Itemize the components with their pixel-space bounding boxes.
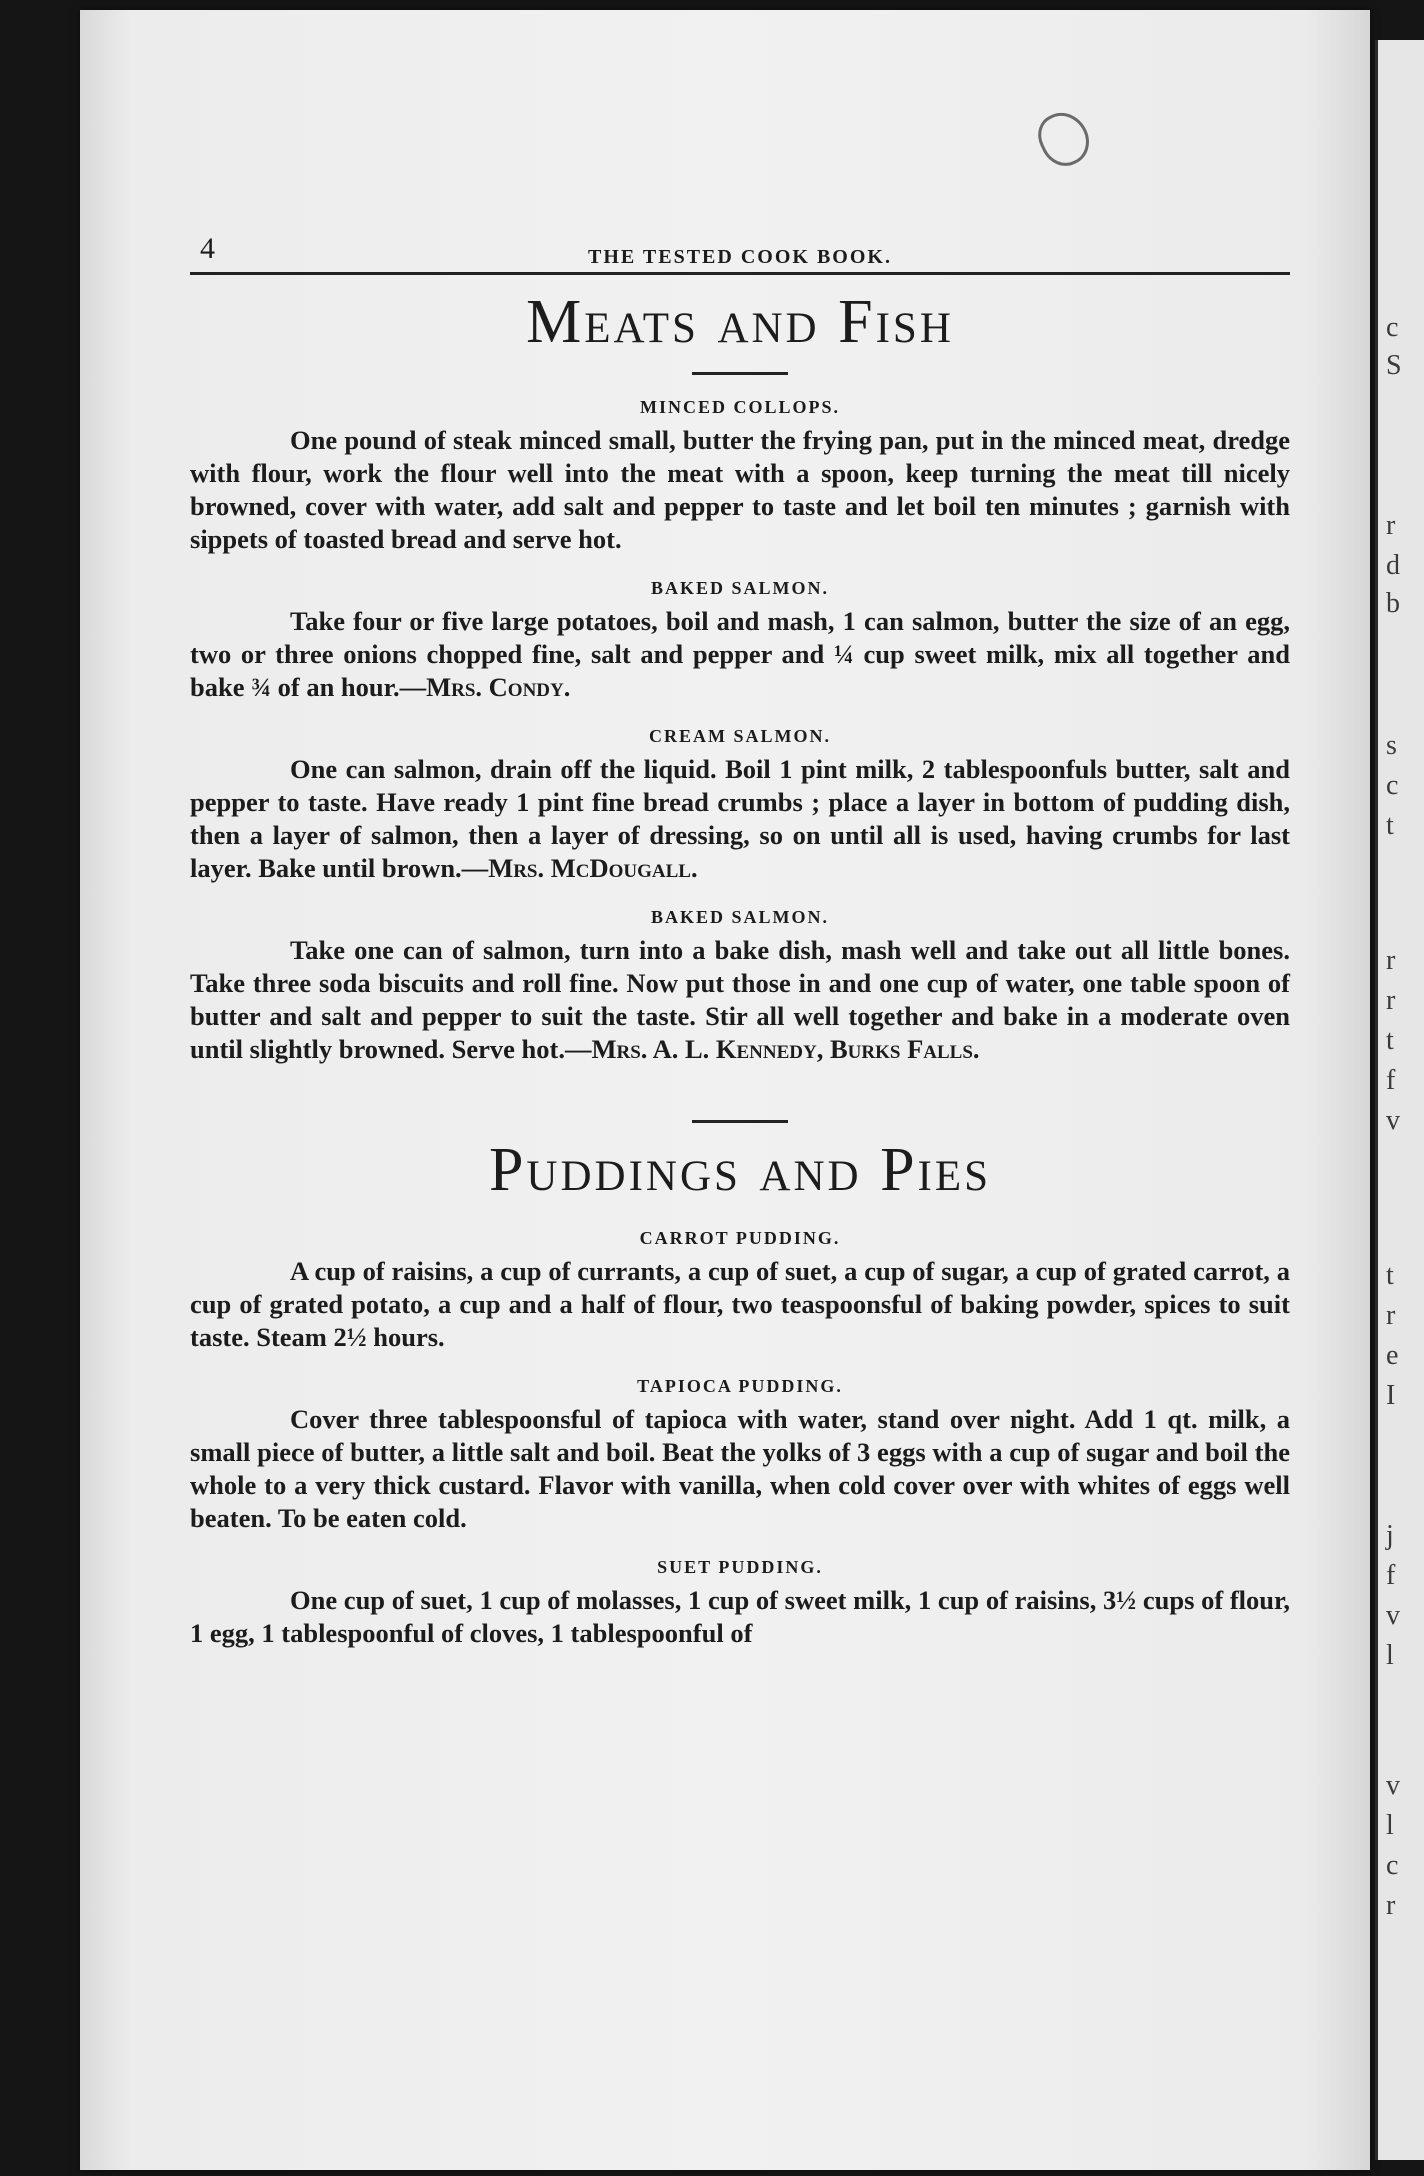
recipe-body: Take one can of salmon, turn into a bake dish, mash well and take out all little bones. Take three soda biscuits and roll fine. Now put those in and one cup of water, one table spoon of butter and salt and pepper to suit the taste. Stir all well together and bake in a moderate oven until slightly browned. Serve hot.—Mrs. A. L. Kennedy, Burks Falls. [190,935,1290,1064]
facing-page-letter: c [1386,770,1399,801]
section-divider [692,1120,788,1123]
facing-page-letter: s [1386,730,1397,761]
facing-page-letter: e [1386,1340,1399,1371]
recipe-author: Mrs. Condy. [426,672,571,702]
recipe-title: MINCED COLLOPS. [639,397,840,417]
recipe-body: Take four or five large potatoes, boil and mash, 1 can salmon, butter the size of an egg, two or three onions chopped fine, salt and pepper and ¼ cup sweet milk, mix all together and bake ¾ of an hour.—Mrs. Condy. [190,606,1290,702]
recipe-body: Cover three tablespoonsful of tapioca with water, stand over night. Add 1 qt. milk, a small piece of butter, a little salt and boil. Beat the yolks of 3 eggs with a cup of sugar and boil the whole to a very thick custard. Flavor with vanilla, when cold cover over with whites of eggs well beaten. To be eaten cold. [190,1404,1290,1533]
recipe-body: One pound of steak minced small, butter the frying pan, put in the minced meat, dredge with flour, work the flour well into the meat with a spoon, keep turning the meat till nicely browned, cover with water, add salt and pepper to taste and let boil ten minutes ; garnish with sippets of toasted bread and serve hot. [190,425,1290,554]
facing-page-letter: r [1386,945,1396,976]
running-head [190,228,1290,275]
section-title-meats-and-fish: Meats and Fish [526,288,954,356]
facing-page-letter: v [1386,1105,1400,1136]
recipe-baked-salmon-2 [190,907,1290,1066]
facing-page-letter: l [1386,1640,1394,1671]
facing-page-letter: I [1386,1380,1396,1411]
recipe-title: BAKED SALMON. [650,907,829,927]
section-divider [692,372,788,375]
facing-page-letter: c [1386,1850,1399,1881]
facing-page-letter: r [1386,985,1396,1016]
facing-page-letter: d [1386,550,1400,581]
recipe-suet-pudding [190,1557,1290,1650]
section-title-puddings-and-pies: Puddings and Pies [488,1136,992,1204]
book-title: THE TESTED COOK BOOK. [588,246,892,268]
recipe-body: A cup of raisins, a cup of currants, a cup of suet, a cup of sugar, a cup of grated carrot, a cup of grated potato, a cup and a half of flour, two teaspoonsful of baking powder, spices to suit taste. Steam 2½ hours. [190,1256,1290,1352]
spacer [190,1206,1290,1228]
recipe-title: TAPIOCA PUDDING. [637,1376,843,1396]
recipe-title: CREAM SALMON. [649,726,831,746]
recipe-minced-collops [190,397,1290,556]
facing-page-letter: S [1386,350,1402,381]
recipe-title: SUET PUDDING. [657,1557,823,1577]
recipe-body: One can salmon, drain off the liquid. Boil 1 pint milk, 2 tablespoonfuls butter, salt and pepper to taste. Have ready 1 pint fine bread crumbs ; place a layer in bottom of pudding dish, then a layer of salmon, then a layer of dressing, so on until all is used, having crumbs for last layer. Bake until brown.—Mrs. McDougall. [190,754,1290,883]
recipe-title: CARROT PUDDING. [639,1228,841,1248]
facing-page-letter: f [1386,1065,1396,1096]
facing-page-letter: c [1386,312,1399,343]
facing-page-letter: b [1386,588,1400,619]
facing-page-letter: t [1386,810,1394,841]
recipe-carrot-pudding [190,1228,1290,1354]
facing-page-letter: r [1386,1300,1396,1331]
recipe-title: BAKED SALMON. [650,578,829,598]
recipe-cream-salmon [190,726,1290,885]
recipe-author: Mrs. McDougall. [488,853,698,883]
facing-page-letter: j [1386,1520,1394,1551]
facing-page-letter: v [1386,1600,1400,1631]
facing-page-letter: l [1386,1810,1394,1841]
facing-page-letter: f [1386,1560,1396,1591]
facing-page-letter: t [1386,1025,1394,1056]
page-number: 4 [200,232,215,265]
facing-page-letter: v [1386,1770,1400,1801]
recipe-tapioca-pudding [190,1376,1290,1535]
facing-page-letter: r [1386,510,1396,541]
recipe-body: One cup of suet, 1 cup of molasses, 1 cup of sweet milk, 1 cup of raisins, 3½ cups of flour, 1 egg, 1 tablespoonful of cloves, 1 tablespoonful of [190,1585,1290,1648]
ink-stain-mark [1031,104,1097,173]
facing-page-letter: r [1386,1890,1396,1921]
facing-page-edge [1375,40,1424,2160]
recipe-baked-salmon-1 [190,578,1290,704]
page-content [190,228,1290,1672]
recipe-author: Mrs. A. L. Kennedy, Burks Falls. [591,1034,980,1064]
facing-page-letter: t [1386,1260,1394,1291]
